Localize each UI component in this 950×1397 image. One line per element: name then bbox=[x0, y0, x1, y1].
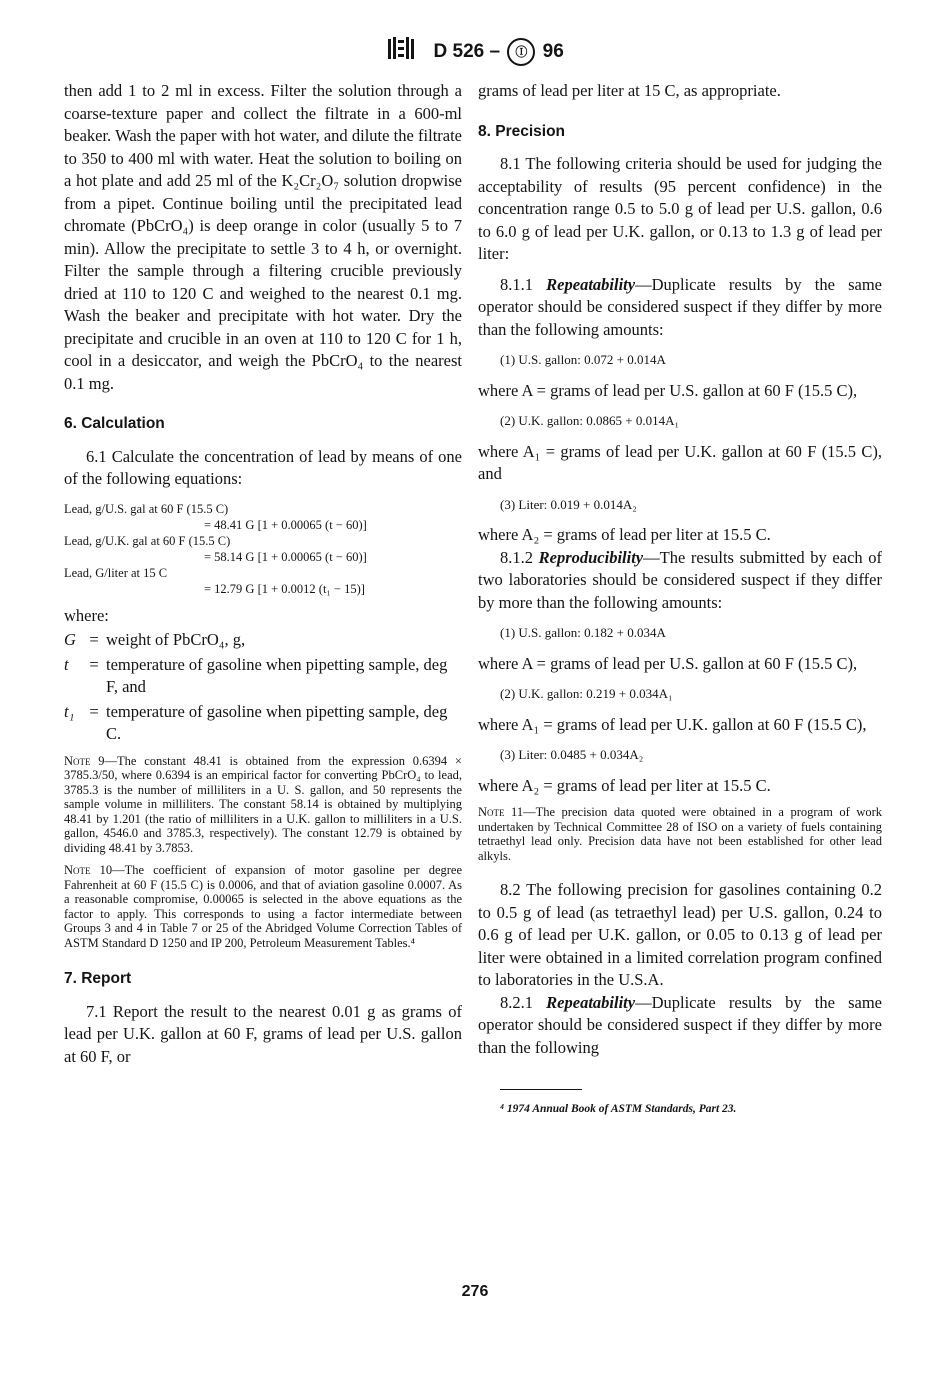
clause-term: Reproducibility bbox=[538, 547, 644, 567]
designation-year: 96 bbox=[542, 41, 564, 62]
limit-1-where: where A = grams of lead per U.S. gallon at 60 F (15.5 C), bbox=[478, 380, 858, 400]
symbol: G bbox=[64, 630, 76, 649]
paragraph-8-1-2 bbox=[478, 547, 882, 615]
section-6-heading: 6. Calculation bbox=[64, 415, 165, 432]
designation: D 526 – bbox=[433, 41, 501, 62]
paragraph-8-1: 8.1 The following criteria should be used for judging the acceptability of results (95 percent confidence) in the concentration range 0.5 to 5.0 g of lead per U.S. gallon, 0.6 to 6.0 g of lead per U.K. gallon, or 0.13 to 1.3 g of lead per liter: bbox=[478, 154, 882, 263]
equals: = bbox=[89, 654, 99, 674]
limit-3-where: where A₂ = grams of lead per liter at 15.5 C. bbox=[478, 525, 771, 544]
clause-text: —Duplicate results by the same operator should be considered suspect if they differ by more than the following bbox=[478, 992, 883, 1057]
clause-text: —Duplicate results by the same operator should be considered suspect if they differ by more than the following amounts: bbox=[478, 274, 883, 339]
where-row-g bbox=[64, 629, 462, 652]
footnote: ⁴ 1974 Annual Book of ASTM Standards, Part 23. bbox=[500, 1103, 737, 1115]
definition: weight of PbCrO₄, g, bbox=[106, 630, 246, 649]
page-number: 276 bbox=[461, 1283, 489, 1300]
clause-term: Repeatability bbox=[546, 274, 636, 294]
equations bbox=[64, 501, 462, 597]
definition: temperature of gasoline when pipetting sample, deg C. bbox=[106, 701, 448, 743]
section-7-heading: 7. Report bbox=[64, 970, 132, 987]
clause-number: 8.1.2 bbox=[500, 547, 533, 567]
equation-1: = 48.41 G [1 + 0.00065 (t − 60)] bbox=[204, 517, 367, 532]
equals: = bbox=[89, 701, 99, 721]
section-8-heading: 8. Precision bbox=[478, 122, 566, 140]
footnote-rule bbox=[500, 1089, 582, 1090]
equation-1-label: Lead, g/U.S. gal at 60 F (15.5 C) bbox=[64, 501, 229, 516]
where-label: where: bbox=[64, 605, 109, 625]
note-label: Note 11 bbox=[478, 805, 524, 819]
intro-paragraph: then add 1 to 2 ml in excess. Filter the solution through a coarse-texture paper and collect the filtrate in a 600-ml beaker. Wash the paper with hot water, and dilute the filtrate to 350 to 400 ml with water. Heat the solution to boiling on a hot plate and add 25 ml of the K₂Cr₂O₇ solution dropwise from a pipet. Continue boiling until the precipitated lead chromate (PbCrO₄) is deep orange in color (usually 5 to 7 min). Allow the precipitate to settle 3 to 4 h, or overnight. Filter the sample through a filtering crucible previously dried at 110 to 120 C and weighed to the nearest 0.1 mg. Wash the beaker and precipitate with hot water. Dry the precipitate and crucible in an oven at 110 to 120 C for 1 h, cool in a desiccator, and weigh the PbCrO₄ to the nearest 0.1 mg. bbox=[64, 81, 462, 393]
paragraph-8-2: 8.2 The following precision for gasolines containing 0.2 to 0.5 g of lead (as tetraethyl lead) per U.S. gallon, 0.24 to 0.6 g of lead per U.K. gallon, or 0.05 to 0.13 g of lead per liter were obtained in a limited correlation program confined to laboratories in the U.S.A. bbox=[478, 880, 882, 989]
repro-limit-3-where: where A₂ = grams of lead per liter at 15.5 C. bbox=[478, 775, 771, 795]
page-header bbox=[0, 36, 950, 68]
paragraph-7-1: 7.1 Report the result to the nearest 0.01 g as grams of lead per U.K. gallon at 60 F, grams of lead per U.S. gallon at 60 F, or bbox=[64, 1001, 462, 1066]
clause-text: —The results submitted by each of two laboratories should be considered suspect if they differ by more than the following amounts: bbox=[478, 547, 883, 612]
where-row-t bbox=[64, 654, 462, 699]
note-text: —The constant 48.41 is obtained from the expression 0.6394 × 3785.3/50, where 0.6394 is an empirical factor for converting PbCrO₄ to lead, 3785.3 is the number of milliliters in a U. S. gallon, and 50 represents the sample volume in milliliters. The constant 58.14 is obtained by multiplying 48.41 by 1.201 (the ratio of milliliters in a U.K. gallon to milliliters in a U.S. gallon, 4546.0 and 3785.3, respectively). The constant 12.79 is obtained by dividing 48.41 by 3.7853. bbox=[64, 753, 462, 855]
definition: temperature of gasoline when pipetting sample, deg F, and bbox=[106, 654, 448, 696]
where-block bbox=[64, 605, 462, 746]
note-label: Note 10 bbox=[64, 863, 113, 877]
astm-logo-icon bbox=[386, 36, 416, 68]
equation-2: = 58.14 G [1 + 0.00065 (t − 60)] bbox=[204, 549, 367, 564]
right-column bbox=[478, 80, 882, 1121]
paragraph-8-1-1 bbox=[478, 274, 882, 342]
limit-3: (3) Liter: 0.019 + 0.014A₂ bbox=[500, 496, 637, 512]
where-row-t1 bbox=[64, 701, 462, 746]
repro-limit-1-where: where A = grams of lead per U.S. gallon at 60 F (15.5 C), bbox=[478, 653, 858, 673]
equation-3-label: Lead, G/liter at 15 C bbox=[64, 565, 168, 580]
note-label: Note 9 bbox=[64, 753, 105, 768]
limit-1: (1) U.S. gallon: 0.072 + 0.014A bbox=[500, 352, 666, 367]
clause-number: 8.2.1 bbox=[500, 992, 533, 1012]
clause-number: 8.1.1 bbox=[500, 274, 533, 294]
clause-term: Repeatability bbox=[546, 992, 636, 1012]
symbol: t bbox=[64, 654, 69, 674]
note-10 bbox=[64, 863, 462, 950]
limit-2: (2) U.K. gallon: 0.0865 + 0.014A₁ bbox=[500, 413, 680, 428]
note-9 bbox=[64, 754, 462, 856]
repro-limit-1: (1) U.S. gallon: 0.182 + 0.034A bbox=[500, 625, 666, 640]
left-column bbox=[64, 80, 462, 1068]
paragraph-8-2-1 bbox=[478, 992, 882, 1060]
equals: = bbox=[89, 630, 99, 649]
repro-limit-2: (2) U.K. gallon: 0.219 + 0.034A₁ bbox=[500, 686, 673, 701]
repro-limit-3: (3) Liter: 0.0485 + 0.034A₂ bbox=[500, 747, 644, 762]
repro-limit-2-where: where A₁ = grams of lead per U.K. gallon at 60 F (15.5 C), bbox=[478, 714, 867, 734]
equation-3: = 12.79 G [1 + 0.0012 (t₁ − 15)] bbox=[204, 581, 365, 596]
equation-2-label: Lead, g/U.K. gal at 60 F (15.5 C) bbox=[64, 533, 231, 548]
note-11 bbox=[478, 805, 882, 863]
note-text: —The precision data quoted were obtained in a program of work undertaken by Technical Committee 28 of ISO on a variety of fuels containing tetraethyl lead only. Precision data have not been established for other lead alkyls. bbox=[478, 805, 883, 863]
continued-paragraph: grams of lead per liter at 15 C, as appropriate. bbox=[478, 81, 781, 100]
paragraph-6-1: 6.1 Calculate the concentration of lead by means of one of the following equations: bbox=[64, 446, 462, 488]
circle-mark: Ⓘ bbox=[507, 38, 535, 66]
note-text: —The coefficient of expansion of motor gasoline per degree Fahrenheit at 60 F (15.5 C) is 0.0006, and that of aviation gasoline 0.0007. As a reasonable compromise, 0.00065 is selected in the above equations as the factor to apply. This corresponds to using a factor intermediate between Groups 3 and 4 in Table 7 or 25 of the Abridged Volume Correction Tables of ASTM Standard D 1250 and IP 200, Petroleum Measurement Tables.⁴ bbox=[64, 863, 463, 950]
limit-2-where: where A₁ = grams of lead per U.K. gallon at 60 F (15.5 C), and bbox=[478, 441, 882, 483]
symbol: t₁ bbox=[64, 701, 75, 721]
